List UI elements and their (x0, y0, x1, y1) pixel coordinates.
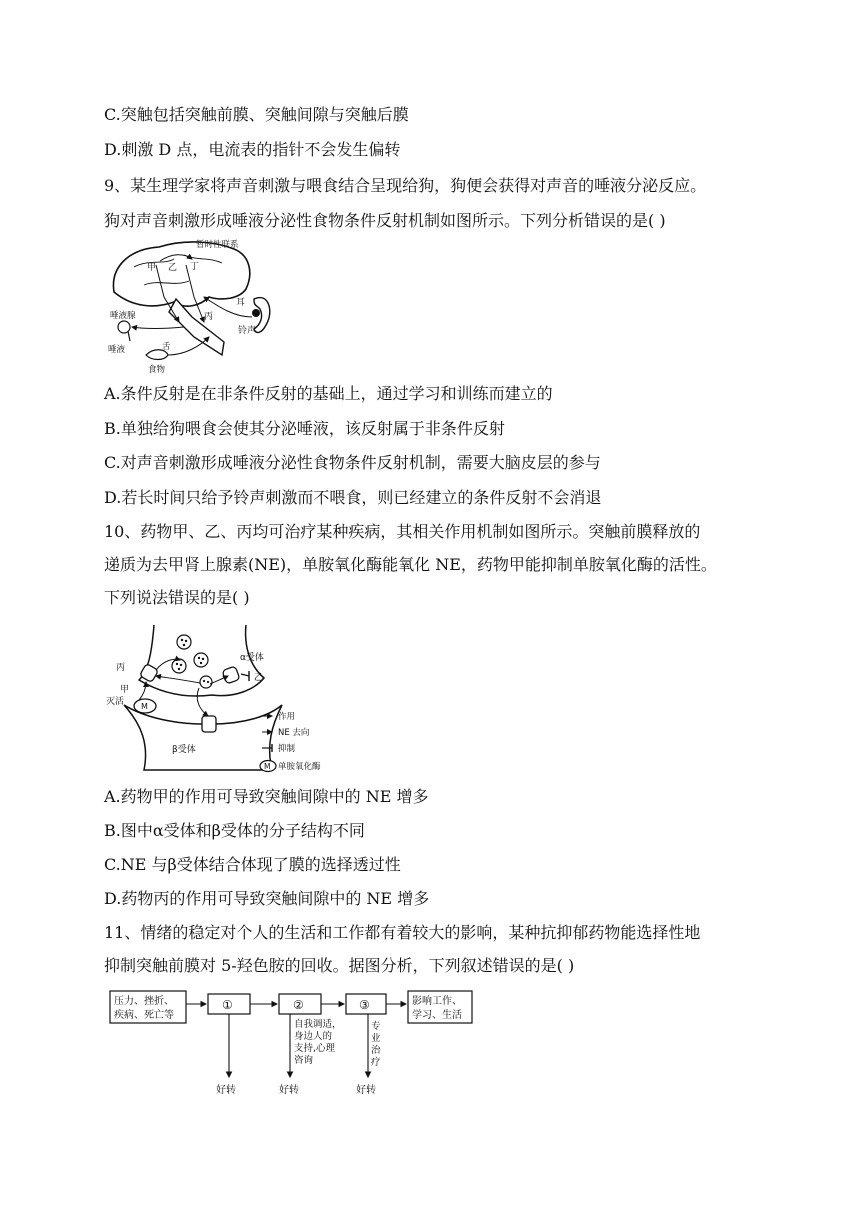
brain-outline (113, 242, 249, 306)
label-jia: 甲 (147, 263, 157, 273)
q9-option-b: B.单独给狗喂食会使其分泌唾液，该反射属于非条件反射 (104, 419, 505, 438)
q10-synapse-figure (104, 620, 334, 780)
legend-ne-fate: NE 去向 (278, 728, 310, 738)
q10-option-d: D.药物丙的作用可导致突触间隙中的 NE 增多 (104, 889, 430, 908)
label-tongue: 舌 (162, 342, 171, 352)
treat-char4: 疗 (371, 1057, 381, 1068)
box-end-line2: 学习、生活 (412, 1010, 462, 1021)
q9-stem-line2: 狗对声音刺激形成唾液分泌性食物条件反射机制如图所示。下列分析错误的是( ) (104, 211, 666, 230)
q9-reflex-figure (104, 237, 274, 377)
legend-mao: 单胺氧化酶 (278, 762, 321, 772)
label-bell: 铃声 (238, 326, 257, 336)
support-line4: 咨询 (294, 1055, 314, 1066)
label-jia: 甲 (120, 685, 130, 695)
q10-stem-line2: 递质为去甲肾上腺素(NE)，单胺氧化酶能氧化 NE，药物甲能抑制单胺氧化酶的活性。 (104, 555, 717, 574)
q9-stem-line1: 9、某生理学家将声音刺激与喂食结合呈现给狗，狗便会获得对声音的唾液分泌反应。 (104, 176, 707, 195)
box-start-line1: 压力、挫折、 (114, 996, 174, 1007)
q10-option-b: B.图中α受体和β受体的分子结构不同 (104, 821, 365, 840)
label-inactivate: 灭活 (106, 697, 125, 707)
legend-m: M (264, 762, 271, 771)
support-line1: 自我调适， (294, 1019, 342, 1030)
label-ear: 耳 (236, 298, 246, 308)
outcome-better-2: 好转 (279, 1085, 299, 1096)
label-yi: 乙 (168, 263, 178, 273)
label-temp-link: 暂时性联系 (196, 240, 239, 250)
label-yi: 乙 (254, 673, 264, 683)
label-alpha-receptor: α受体 (240, 653, 264, 663)
outcome-better-1: 好转 (216, 1085, 236, 1096)
q11-stem-line1: 11、情绪的稳定对个人的生活和工作都有着较大的影响，某种抗抑郁药物能选择性地 (104, 923, 701, 942)
box-start-line2: 疾病、死亡等 (114, 1010, 174, 1021)
treat-char1: 专 (371, 1021, 381, 1032)
label-bing: 丙 (116, 663, 126, 673)
label-m: M (141, 702, 148, 711)
treat-char3: 治 (371, 1045, 381, 1056)
outcome-better-3: 好转 (356, 1085, 376, 1096)
q9-option-d: D.若长时间只给予铃声刺激而不喂食，则已经建立的条件反射不会消退 (104, 488, 602, 507)
q9-option-c: C.对声音刺激形成唾液分泌性食物条件反射机制，需要大脑皮层的参与 (104, 453, 601, 472)
box-end-line1: 影响工作、 (412, 996, 462, 1007)
label-gland: 唾液腺 (110, 311, 136, 321)
q10-option-c: C.NE 与β受体结合体现了膜的选择透过性 (104, 855, 401, 874)
step2-label: ② (293, 998, 304, 1012)
legend-action: 作用 (278, 712, 296, 722)
q8-option-d: D.刺激 D 点，电流表的指针不会发生偏转 (104, 140, 401, 159)
label-ding: 丁 (190, 262, 200, 272)
treat-char2: 业 (371, 1033, 381, 1044)
q11-stem-line2: 抑制突触前膜对 5-羟色胺的回收。据图分析，下列叙述错误的是( ) (104, 956, 575, 975)
label-beta-receptor: β受体 (172, 745, 196, 755)
step3-label: ③ (359, 998, 370, 1012)
support-line3: 支持,心理 (294, 1043, 336, 1054)
label-food: 食物 (148, 365, 166, 375)
q10-stem-line3: 下列说法错误的是( ) (104, 588, 250, 607)
q11-flow-figure (104, 985, 484, 1100)
q9-option-a: A.条件反射是在非条件反射的基础上，通过学习和训练而建立的 (104, 384, 553, 403)
q8-option-c: C.突触包括突触前膜、突触间隙与突触后膜 (104, 105, 409, 124)
label-saliva: 唾液 (108, 345, 126, 355)
label-bing: 丙 (204, 312, 214, 322)
step1-label: ① (222, 998, 233, 1012)
q10-option-a: A.药物甲的作用可导致突触间隙中的 NE 增多 (104, 787, 429, 806)
legend-inhibit: 抑制 (278, 744, 296, 754)
postsynaptic-membrane (124, 705, 282, 770)
q10-stem-line1: 10、药物甲、乙、丙均可治疗某种疾病，其相关作用机制如图所示。突触前膜释放的 (104, 522, 701, 541)
support-line2: 身边人的 (294, 1031, 333, 1042)
